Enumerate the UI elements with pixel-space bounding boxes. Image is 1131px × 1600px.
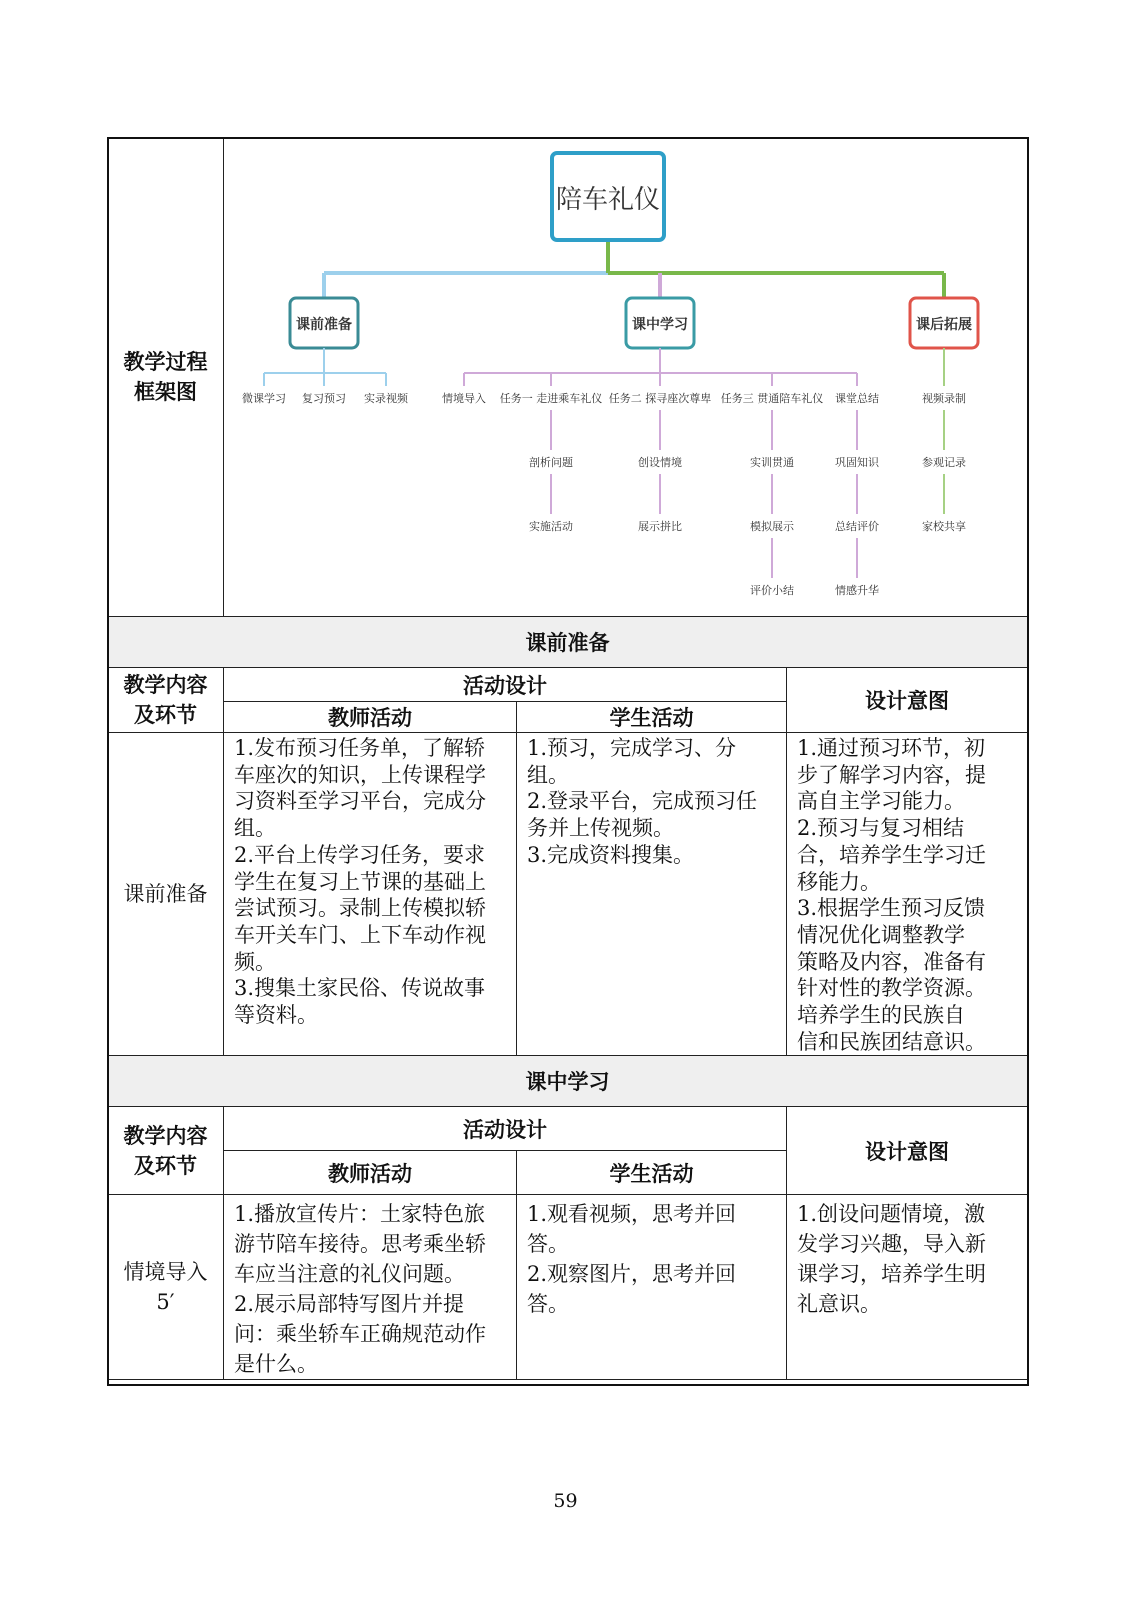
content-line: 5′ (156, 1290, 175, 1315)
teacher-activity (224, 733, 517, 1056)
branch-node-label: 课中学习 (632, 317, 688, 333)
section-title: 课中学习 (108, 1056, 1028, 1107)
leaf-node-label: 实训贯通 (750, 456, 794, 469)
leaf-node-label: 家校共享 (922, 520, 966, 533)
leaf-node-label: 复习预习 (302, 392, 346, 405)
intent-line: 针对性的教学资源。 (797, 976, 986, 1001)
student-activity (517, 1195, 787, 1380)
leaf-node-label: 评价小结 (750, 584, 794, 597)
intent-line: 策略及内容，准备有 (797, 949, 986, 974)
teacher-line: 2.展示局部特写图片并提 (234, 1292, 465, 1317)
page-number: 59 (553, 1490, 578, 1512)
leaf-node-label: 微课学习 (242, 392, 286, 405)
intent-line: 移能力。 (797, 869, 881, 894)
content-header-line: 教学内容 (123, 1122, 208, 1148)
intent-line: 培养学生的民族自 (797, 1003, 965, 1028)
framework-diagram (224, 138, 1026, 616)
framework-label-line: 教学过程 (123, 349, 208, 374)
leaf-node-label: 视频录制 (922, 392, 966, 405)
teacher-activity (224, 1195, 517, 1380)
design-intent (787, 733, 1028, 1056)
teacher-header: 教师活动 (224, 1151, 517, 1195)
intent-line: 步了解学习内容，提 (797, 762, 986, 787)
teacher-line: 学生在复习上节课的基础上 (234, 869, 486, 894)
section-title: 课前准备 (108, 617, 1028, 668)
leaf-node-label: 实施活动 (529, 520, 573, 533)
intent-line: 合，培养学生学习迁 (797, 842, 986, 867)
student-line: 1.预习，完成学习、分组。 (527, 736, 737, 787)
leaf-node-label: 参观记录 (922, 456, 966, 469)
leaf-node-label: 情感升华 (835, 584, 879, 597)
student-line: 2.观察图片，思考并回答。 (527, 1262, 737, 1317)
student-line: 1.观看视频，思考并回答。 (527, 1202, 737, 1257)
teacher-line: 3.搜集土家民俗、传说故事 (234, 976, 486, 1001)
teacher-line: 是什么。 (234, 1352, 318, 1377)
leaf-node-label: 巩固知识 (835, 456, 879, 469)
teacher-line: 1.发布预习任务单，了解轿 (234, 736, 486, 760)
intent-line: 高自主学习能力。 (797, 789, 965, 814)
lesson-plan-table (107, 137, 1028, 1380)
framework-label-line: 框架图 (134, 379, 197, 404)
intent-line: 情况优化调整教学 (797, 922, 965, 947)
leaf-node-label: 展示拼比 (638, 520, 682, 533)
teacher-line: 习资料至学习平台，完成分 (234, 789, 486, 814)
content-header-line: 及环节 (134, 1152, 197, 1178)
leaf-node-label: 实录视频 (364, 392, 408, 405)
content-cell (108, 733, 224, 1056)
leaf-node-label: 总结评价 (835, 520, 879, 533)
teacher-line: 游节陪车接待。思考乘坐轿 (234, 1232, 486, 1257)
root-node-label: 陪车礼仪 (555, 185, 661, 215)
intent-header: 设计意图 (787, 1107, 1028, 1195)
intent-line: 1.创设问题情境，激 (797, 1202, 986, 1227)
branch-node-label: 课后拓展 (916, 317, 972, 333)
intent-line: 课学习，培养学生明 (797, 1262, 986, 1287)
teacher-line: 问：乘坐轿车正确规范动作 (234, 1322, 486, 1347)
intent-line: 信和民族团结意识。 (797, 1029, 986, 1054)
teacher-line: 车座次的知识，上传课程学 (234, 762, 486, 787)
teacher-line: 车应当注意的礼仪问题。 (234, 1262, 465, 1287)
leaf-node-label: 任务三 贯通陪车礼仪 (720, 392, 824, 405)
leaf-node-label: 剖析问题 (529, 456, 573, 469)
framework-label (108, 138, 224, 617)
content-header (108, 1107, 224, 1195)
teacher-line: 尝试预习。录制上传模拟轿 (234, 896, 486, 921)
student-activity (517, 733, 787, 1056)
intent-line: 礼意识。 (797, 1292, 881, 1317)
activity-header: 活动设计 (224, 668, 787, 702)
content-header-line: 及环节 (134, 702, 197, 727)
teacher-line: 车开关车门、上下车动作视 (234, 922, 486, 947)
teacher-line: 组。 (234, 816, 276, 841)
branch-node-label: 课前准备 (296, 317, 352, 333)
student-line: 3.完成资料搜集。 (527, 842, 695, 867)
teacher-line: 等资料。 (234, 1003, 318, 1028)
intent-header: 设计意图 (787, 668, 1028, 733)
student-line: 务并上传视频。 (527, 816, 674, 841)
leaf-node-label: 课堂总结 (835, 392, 879, 405)
intent-line: 2.预习与复习相结 (797, 816, 965, 841)
student-line: 2.登录平台，完成预习任 (527, 789, 758, 814)
content-line: 情境导入 (123, 1260, 208, 1285)
content-header-line: 教学内容 (123, 672, 208, 697)
framework-diagram-cell (224, 138, 1028, 617)
intent-line: 1.通过预习环节，初 (797, 736, 986, 760)
design-intent (787, 1195, 1028, 1380)
leaf-node-label: 创设情境 (638, 456, 682, 469)
activity-header: 活动设计 (224, 1107, 787, 1151)
teacher-header: 教师活动 (224, 702, 517, 733)
intent-line: 3.根据学生预习反馈 (797, 896, 986, 921)
student-header: 学生活动 (517, 702, 787, 733)
teacher-line: 2.平台上传学习任务，要求 (234, 842, 486, 867)
teacher-line: 频。 (234, 949, 276, 974)
student-header: 学生活动 (517, 1151, 787, 1195)
leaf-node-label: 情境导入 (442, 392, 486, 405)
intent-line: 发学习兴趣，导入新 (797, 1232, 986, 1257)
leaf-node-label: 任务一 走进乘车礼仪 (499, 392, 603, 405)
content-header (108, 668, 224, 733)
leaf-node-label: 模拟展示 (750, 520, 794, 533)
content-cell (108, 1195, 224, 1380)
leaf-node-label: 任务二 探寻座次尊卑 (608, 392, 712, 405)
teacher-line: 1.播放宣传片：土家特色旅 (234, 1202, 486, 1227)
content-line: 课前准备 (123, 882, 208, 907)
